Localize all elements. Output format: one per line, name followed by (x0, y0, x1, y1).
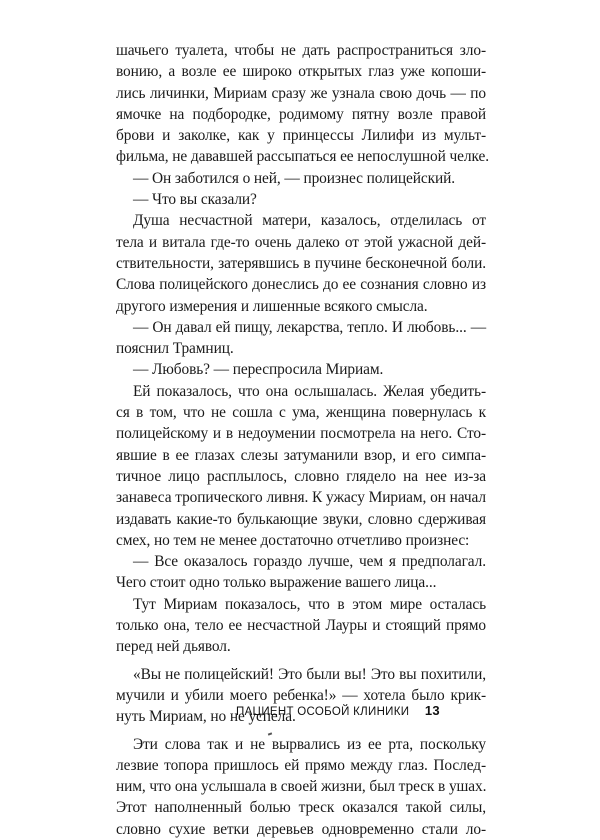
text-line: тела и витала где-то очень далеко от этой ужасной дей- (116, 233, 486, 251)
text-line: словно сухие ветки деревьев одновременно стали ло- (116, 820, 486, 838)
text-line: — Любовь? — переспросила Мириам. (133, 361, 384, 379)
page-number: 13 (424, 703, 440, 718)
text-line: «Вы не полицейский! Это были вы! Это вы похитили, (133, 665, 486, 683)
text-line: ствительности, затерявшись в пучине бесконечной боли. (116, 254, 486, 272)
text-line: полицейскому и в недоумении посмотрела на него. Сто- (116, 425, 486, 443)
text-line: тичное лицо расплылось, словно глядело на нее из-за (116, 467, 486, 485)
text-line: пояснил Трамниц. (116, 340, 234, 358)
text-line: брови и заколке, как у принцессы Лилифи из мульт- (116, 127, 486, 145)
text-line: Чего стоит одно только выражение вашего лица... (116, 574, 437, 592)
text-line: смех, но тем не менее достаточно отчетливо произнес: (116, 531, 470, 549)
text-line: Слова полицейского донеслись до ее сознания словно из (116, 276, 486, 294)
text-line: ся в том, что не сошла с ума, женщина повернулась к (116, 404, 486, 422)
text-line: Ей показалось, что она ослышалась. Желая убедить- (133, 382, 486, 400)
text-line: — Он заботился о ней, — произнес полицейский. (133, 169, 456, 187)
text-line: Этот наполненный болью треск оказался такой силы, (116, 799, 486, 817)
text-line: фильма, не дававшей рассыпаться ее непослушной челке. (116, 148, 489, 166)
text-line: лезвие топора пришлось ей прямо между глаз. Послед- (116, 756, 486, 774)
text-line: издавать какие-то булькающие звуки, словно сдерживая (116, 510, 486, 528)
text-line: перед ней дьявол. (116, 638, 231, 656)
text-line: мучили и убили моего ребенка!» — хотела было крик- (116, 686, 486, 704)
text-line: — Все оказалось гораздо лучше, чем я предполагал. (133, 553, 486, 571)
book-page-text (116, 40, 489, 840)
running-title: ПАЦИЕНТ ОСОБОЙ КЛИНИКИ (236, 706, 410, 718)
text-line: ним, что она услышала в своей жизни, был треск в ушах. (116, 778, 487, 796)
text-line: вонию, а возле ее широко открытых глаз уже копоши- (116, 63, 486, 81)
text-line: Эти слова так и не вырвались из ее рта, поскольку (133, 735, 486, 753)
text-line: — Он давал ей пищу, лекарства, тепло. И любовь... — (133, 318, 486, 336)
text-line: — Что вы сказали? (133, 191, 257, 209)
text-line: ямочке на подбородке, родимому пятну возле правой (116, 105, 486, 123)
page-footer (236, 703, 486, 718)
text-line: шачьего туалета, чтобы не дать распространиться зло- (116, 42, 486, 59)
text-line: Тут Мириам показалось, что в этом мире осталась (133, 595, 486, 613)
text-line: занавеса тропического ливня. К ужасу Мириам, он начал (116, 489, 486, 507)
text-line: явшие в ее глазах слезы затуманили взор, и его симпа- (116, 446, 486, 464)
text-line: Душа несчастной матери, казалось, отделилась от (133, 212, 486, 230)
text-line: только она, тело ее несчастной Лауры и стоящий прямо (116, 617, 486, 635)
text-line: нуть Мириам, но не успела. (116, 708, 296, 726)
text-line: лись личинки, Мириам сразу же узнала свою дочь — по (116, 84, 486, 102)
text-line: другого измерения и лишенные всякого смысла. (116, 297, 428, 315)
